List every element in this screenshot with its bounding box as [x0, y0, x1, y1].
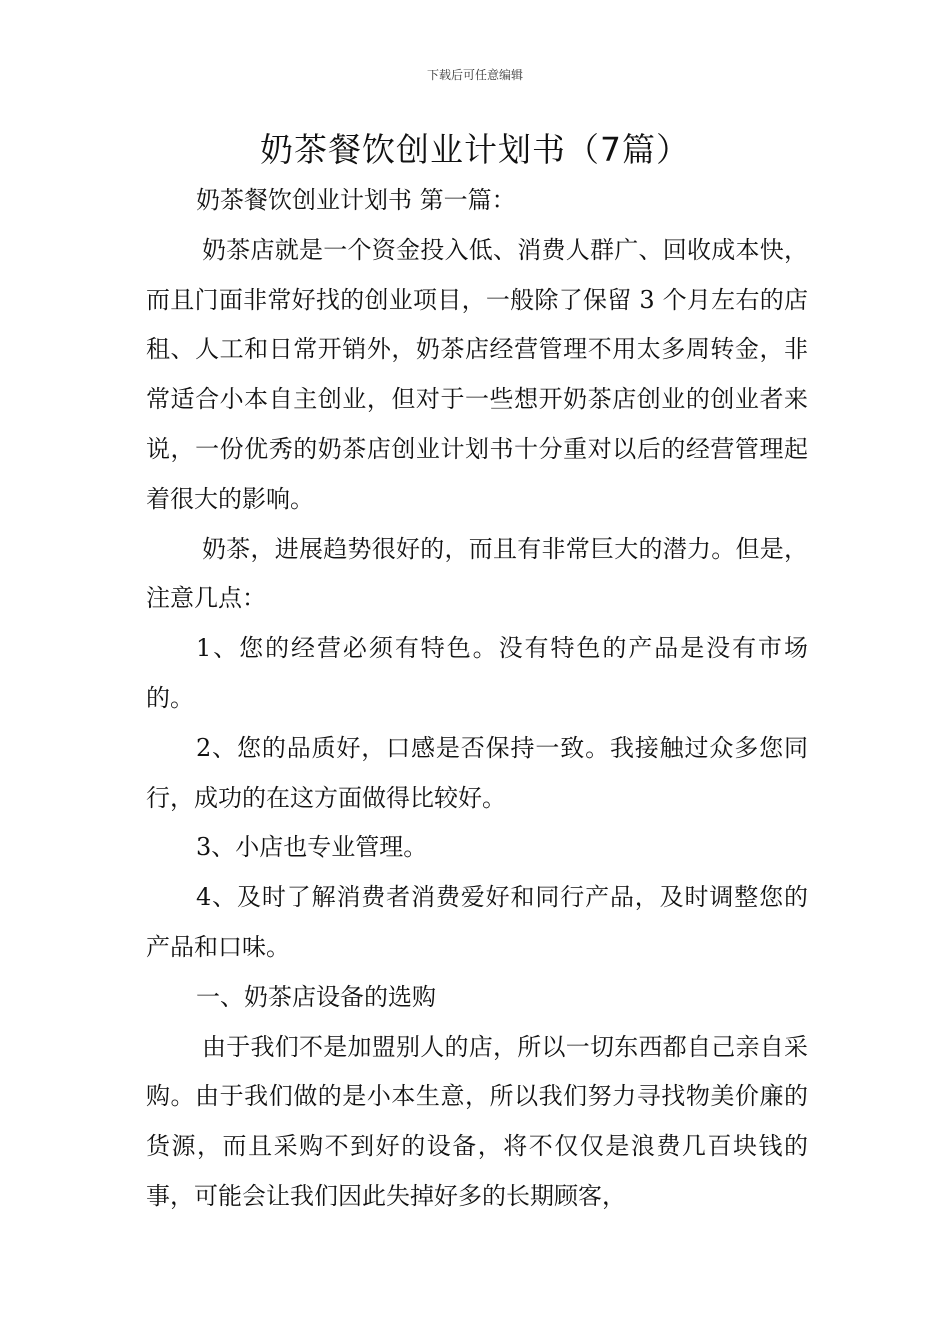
body-paragraph: 由于我们不是加盟别人的店，所以一切东西都自己亲自采购。由于我们做的是小本生意，所以我们努力寻找物美价廉的货源，而且采购不到好的设备，将不仅仅是浪费几百块钱的事，可能会让我们因此失掉好多的长期顾客， [146, 1032, 808, 1210]
section-heading: 一、奶茶店设备的选购 [196, 982, 436, 1011]
list-item: 2、您的品质好，口感是否保持一致。我接触过众多您同行，成功的在这方面做得比较好。 [146, 733, 808, 812]
list-item: 3、小店也专业管理。 [196, 833, 428, 862]
header-note: 下载后可任意编辑 [426, 68, 523, 82]
document-title: 奶茶餐饮创业计划书（7篇） [260, 130, 690, 169]
list-item: 1、您的经营必须有特色。没有特色的产品是没有市场的。 [146, 634, 808, 712]
body-paragraph: 奶茶店就是一个资金投入低、消费人群广、回收成本快，而且门面非常好找的创业项目，一般除了保留 3 个月左右的店租、人工和日常开销外，奶茶店经营管理不用太多周转金，非常适合小本自主创业，但对于一些想开奶茶店创业的创业者来说，一份优秀的奶茶店创业计划书十分重对以后的经营管理起着很大的影响。 [146, 235, 808, 513]
section-subtitle: 奶茶餐饮创业计划书 第一篇： [196, 186, 516, 214]
body-paragraph: 奶茶，进展趋势很好的，而且有非常巨大的潜力。但是，注意几点： [146, 534, 808, 613]
list-item: 4、及时了解消费者消费爱好和同行产品，及时调整您的产品和口味。 [146, 883, 808, 961]
document-body [146, 176, 808, 1222]
